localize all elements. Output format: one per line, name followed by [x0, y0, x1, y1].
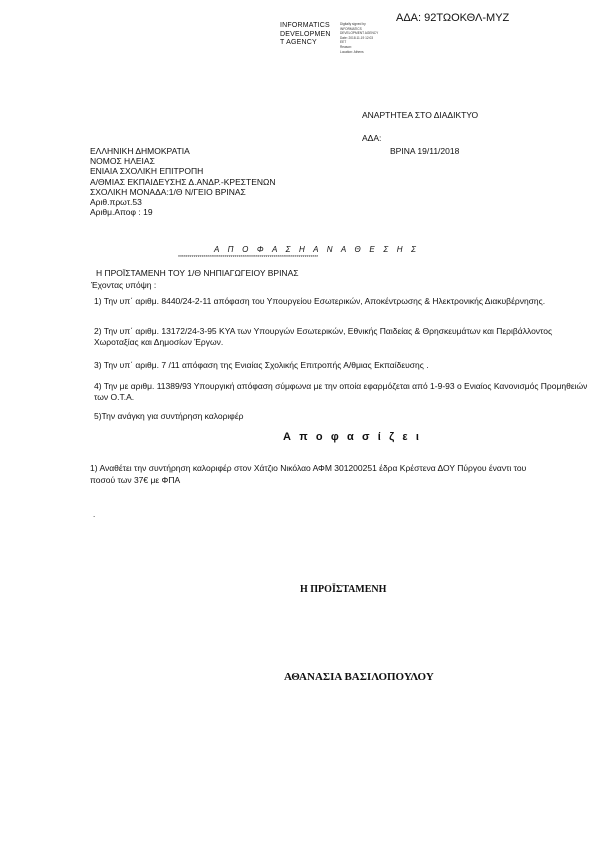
- stamp-detail-line: Reason:: [340, 44, 352, 49]
- consideration-2: [90, 326, 592, 348]
- having-considered-label: Έχοντας υπόψη :: [91, 280, 157, 290]
- header-line: ΣΧΟΛΙΚΗ ΜΟΝΑΔΑ:1/Θ Ν/ΓΕΙΟ ΒΡΙΝΑΣ: [90, 186, 246, 197]
- stamp-details: [340, 22, 378, 54]
- protocol-number: Αριθ.πρωτ.53: [90, 197, 142, 208]
- digital-signature-stamp: [280, 22, 400, 62]
- stamp-detail-line: Location: Athens: [340, 49, 364, 54]
- consideration-text: 2) Την υπ΄ αριθμ. 13172/24-3-95 ΚΥΑ των Υπουργών Εσωτερικών, Εθνικής Παιδείας & Θρησκευμάτων και Περιβάλλοντος Χωροταξίας και Δημοσίων Έργων.: [94, 326, 553, 347]
- stamp-org-line: INFORMATICS: [280, 22, 330, 29]
- header-line: ΕΛΛΗΝΙΚΗ ΔΗΜΟΚΡΑΤΙΑ: [90, 146, 190, 156]
- stamp-detail-line: DEVELOPMENT AGENCY: [340, 31, 379, 36]
- director-line: Η ΠΡΟΪΣΤΑΜΕΝΗ ΤΟΥ 1/Θ ΝΗΠΙΑΓΩΓΕΙΟΥ ΒΡΙΝΑΣ: [96, 268, 299, 278]
- ada-code: ΑΔΑ: 92ΤΩΟΚΘΛ-ΜΥΖ: [396, 12, 510, 24]
- ada-label: ΑΔΑ:: [362, 133, 382, 143]
- stamp-detail-line: EET: [340, 40, 347, 45]
- signature-name: ΑΘΑΝΑΣΙΑ ΒΑΣΙΛΟΠΟΥΛΟΥ: [284, 671, 434, 683]
- signature-title: Η ΠΡΟΪΣΤΑΜΕΝΗ: [300, 584, 387, 595]
- consideration-3: [90, 360, 592, 371]
- stamp-organization: [280, 22, 331, 48]
- stamp-detail-line: Date: 2018.11.19 12:03: [340, 35, 374, 40]
- document-header: [90, 146, 276, 217]
- title-underline-stars: ************************************************************************: [178, 255, 319, 261]
- header-line: ΕΝΙΑΙΑ ΣΧΟΛΙΚΗ ΕΠΙΤΡΟΠΗ: [90, 166, 204, 177]
- decision-number: Αριθμ.Αποφ : 19: [90, 207, 153, 218]
- consideration-text: 5)Την ανάγκη για συντήρηση καλοριφέρ: [94, 411, 244, 421]
- separator-dot: .: [93, 510, 96, 519]
- header-line: Α/ΘΜΙΑΣ ΕΚΠΑΙΔΕΥΣΗΣ Δ.ΑΝΔΡ.-ΚΡΕΣΤΕΝΩΝ: [90, 176, 276, 187]
- header-line: ΝΟΜΟΣ ΗΛΕΙΑΣ: [90, 156, 155, 167]
- stamp-detail-line: INFORMATICS: [340, 26, 362, 31]
- decides-heading: Α π ο φ α σ ί ζ ε ι: [283, 431, 422, 443]
- consideration-text: 4) Την με αριθμ. 11389/93 Υπουργική απόφαση σύμφωνα με την οποία εφαρμόζεται από 1-9-93 ο Ενιαίος Κανονισμός Προμηθειών των Ο.Τ.Α.: [94, 381, 588, 402]
- decision-body: 1) Αναθέτει την συντήρηση καλοριφέρ στον Χάτζιο Νικόλαο ΑΦΜ 301200251 έδρα Κρέστενα ΔΟΥ Πύργου έναντι του ποσού των 37€ με ΦΠΑ: [90, 463, 527, 485]
- consideration-4: [90, 381, 592, 403]
- stamp-org-line: T AGENCY: [280, 39, 317, 46]
- consideration-text: 1) Την υπ΄ αριθμ. 8440/24-2-11 απόφαση του Υπουργείου Εσωτερικών, Αποκέντρωσης & Ηλεκτρονικής Διακυβέρνησης.: [94, 296, 546, 306]
- decision-title: Α Π Ο Φ Α Σ Η Α Ν Α Θ Ε Σ Η Σ: [214, 245, 420, 254]
- consideration-5: [90, 411, 592, 422]
- stamp-detail-line: Digitally signed by: [340, 22, 366, 26]
- consideration-1: [90, 296, 592, 307]
- consideration-text: 3) Την υπ΄ αριθμ. 7 /11 απόφαση της Ενιαίας Σχολικής Επιτροπής Α/θμιας Εκπαίδευσης .: [94, 360, 429, 370]
- publish-note: ΑΝΑΡΤΗΤΕΑ ΣΤΟ ΔΙΑΔΙΚΤΥΟ: [362, 110, 479, 120]
- stamp-org-line: DEVELOPMEN: [280, 30, 331, 38]
- date-line: ΒΡΙΝΑ 19/11/2018: [390, 146, 460, 156]
